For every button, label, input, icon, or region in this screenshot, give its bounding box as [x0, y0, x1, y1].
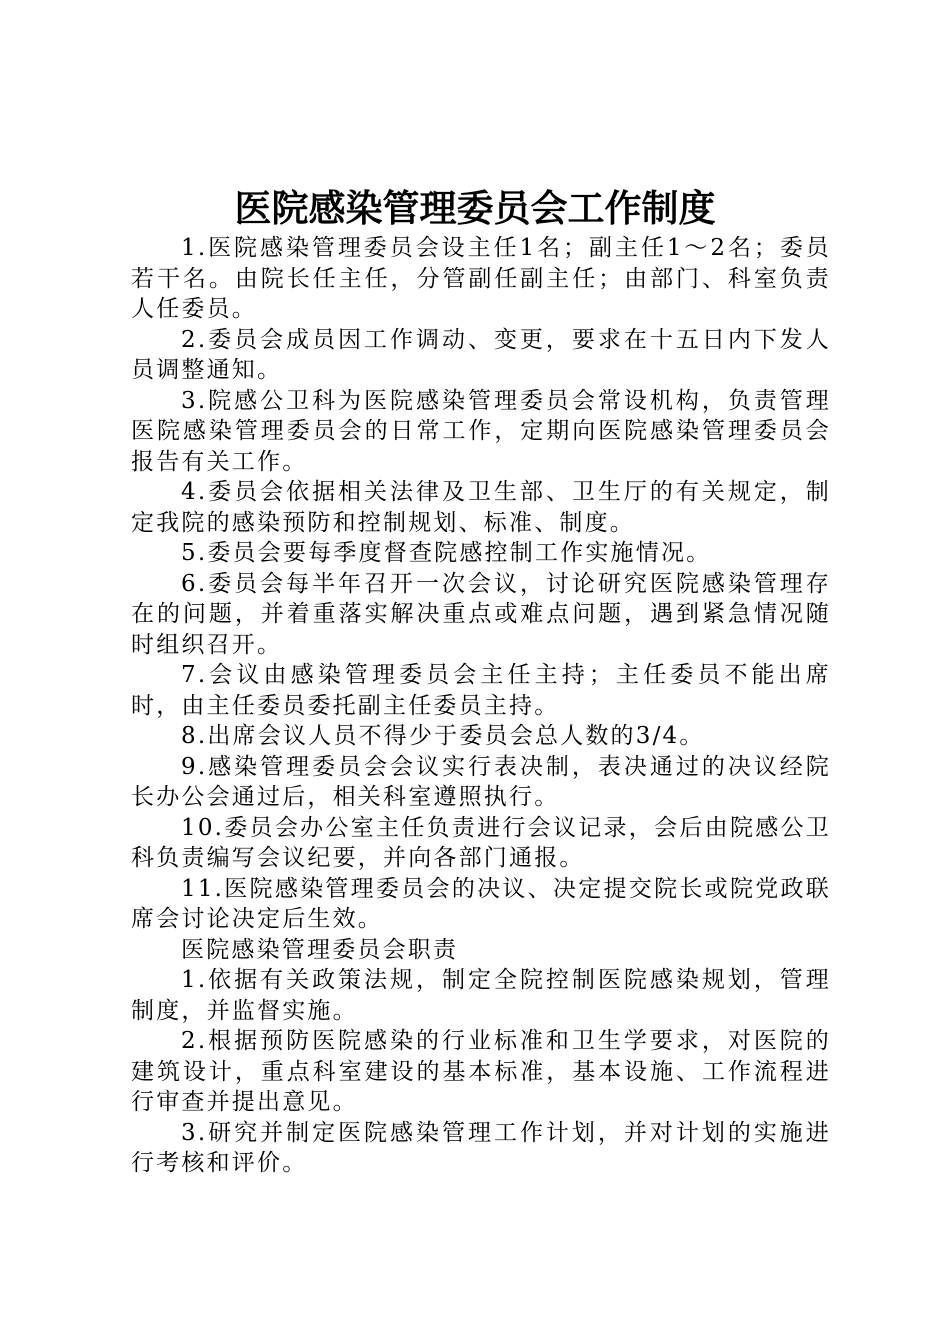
- section-heading-duties: 医院感染管理委员会职责: [181, 936, 459, 963]
- paragraph-rule-7: 7.会议由感染管理委员会主任主持；主任委员不能出席时，由主任委员委托副主任委员主持。: [131, 662, 831, 719]
- paragraph-rule-3: 3.院感公卫科为医院感染管理委员会常设机构，负责管理医院感染管理委员会的日常工作，定期向医院感染管理委员会报告有关工作。: [131, 387, 831, 475]
- paragraph-duty-1: 1.依据有关政策法规，制定全院控制医院感染规划，管理制度，并监督实施。: [131, 967, 831, 1024]
- paragraph-rule-6: 6.委员会每半年召开一次会议，讨论研究医院感染管理存在的问题，并着重落实解决重点或难点问题，遇到紧急情况随时组织召开。: [131, 570, 831, 658]
- paragraph-rule-11: 11.医院感染管理委员会的决议、决定提交院长或院党政联席会讨论决定后生效。: [131, 875, 831, 932]
- paragraph-rule-5: 5.委员会要每季度督查院感控制工作实施情况。: [181, 540, 712, 566]
- document-title: 医院感染管理委员会工作制度: [234, 186, 716, 230]
- paragraph-rule-9: 9.感染管理委员会会议实行表决制，表决通过的决议经院长办公会通过后，相关科室遵照执行。: [131, 753, 831, 810]
- paragraph-rule-8: 8.出席会议人员不得少于委员会总人数的3/4。: [181, 723, 705, 749]
- paragraph-rule-2: 2.委员会成员因工作调动、变更，要求在十五日内下发人员调整通知。: [131, 326, 831, 383]
- paragraph-rule-4: 4.委员会依据相关法律及卫生部、卫生厅的有关规定，制定我院的感染预防和控制规划、标准、制度。: [131, 479, 831, 536]
- paragraph-duty-3: 3.研究并制定医院感染管理工作计划，并对计划的实施进行考核和评价。: [131, 1119, 831, 1176]
- document-body: [131, 233, 831, 1179]
- paragraph-rule-10: 10.委员会办公室主任负责进行会议记录，会后由院感公卫科负责编写会议纪要，并向各部门通报。: [131, 814, 831, 871]
- paragraph-duty-2: 2.根据预防医院感染的行业标准和卫生学要求，对医院的建筑设计，重点科室建设的基本标准，基本设施、工作流程进行审查并提出意见。: [131, 1028, 831, 1115]
- paragraph-rule-1: 1.医院感染管理委员会设主任1名；副主任1～2名；委员若干名。由院长任主任，分管副任副主任；由部门、科室负责人任委员。: [131, 235, 831, 322]
